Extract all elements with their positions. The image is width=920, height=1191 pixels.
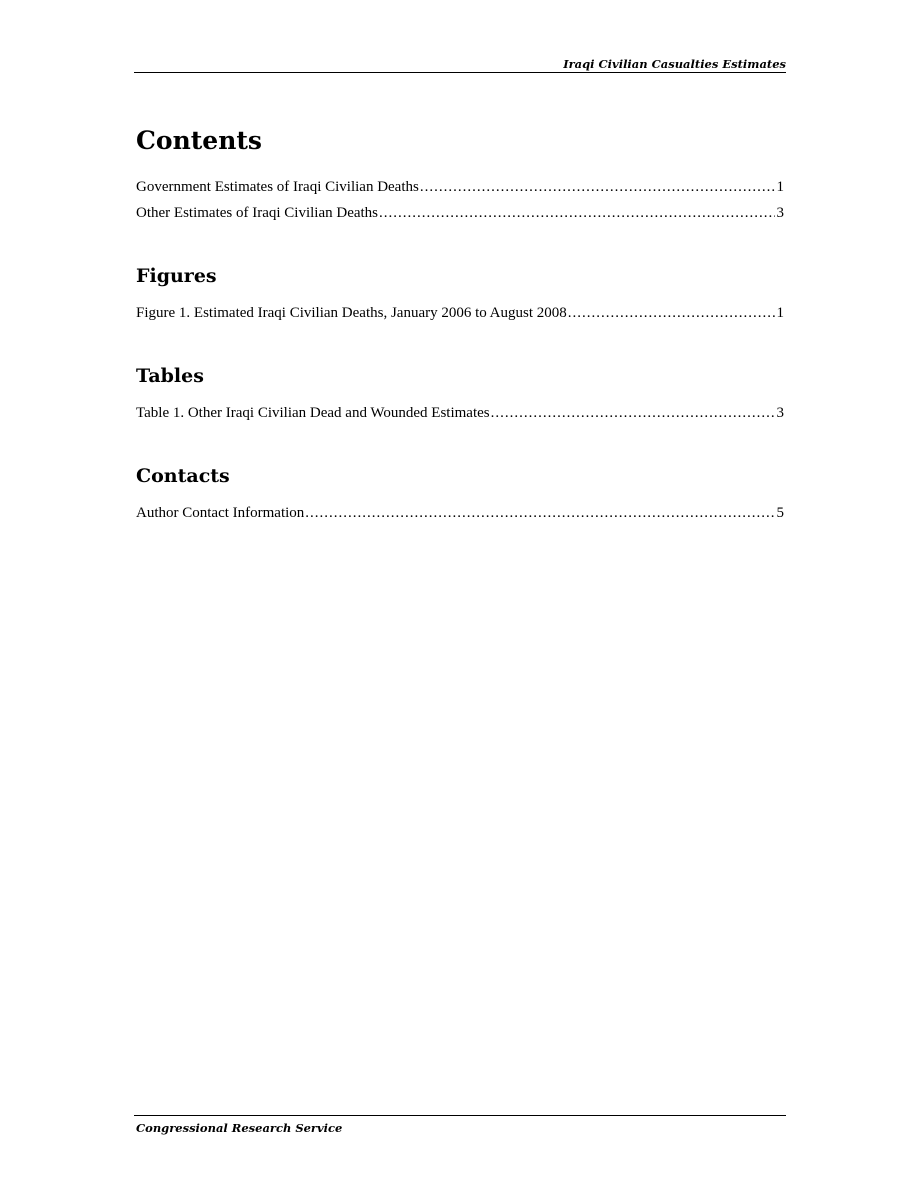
- dot-leader: [420, 178, 775, 196]
- toc-entry-figure-1[interactable]: [136, 304, 784, 322]
- running-footer-publisher: Congressional Research Service: [136, 1121, 343, 1135]
- toc-entry-title: Author Contact Information: [136, 505, 305, 521]
- toc-entry-table-1[interactable]: [136, 404, 784, 422]
- toc-entry-title: Government Estimates of Iraqi Civilian Deaths: [136, 179, 419, 195]
- toc-entry-page-number: 5: [776, 505, 784, 521]
- contacts-heading: Contacts: [136, 465, 230, 487]
- toc-entry-page-number: 1: [776, 179, 784, 195]
- dot-leader: [568, 304, 775, 322]
- toc-entry-title: Other Estimates of Iraqi Civilian Deaths: [136, 205, 379, 221]
- footer-divider: [134, 1115, 786, 1116]
- toc-entry-page-number: 3: [776, 205, 784, 221]
- figures-heading: Figures: [136, 265, 217, 287]
- toc-entry-page-number: 1: [776, 305, 784, 321]
- dot-leader: [305, 504, 774, 522]
- dot-leader: [379, 204, 774, 222]
- toc-entry-page-number: 3: [776, 405, 784, 421]
- toc-entry-author-contact[interactable]: [136, 504, 784, 522]
- toc-entry-title: Figure 1. Estimated Iraqi Civilian Deaths, January 2006 to August 2008: [136, 305, 567, 321]
- running-header-title: Iraqi Civilian Casualties Estimates: [563, 57, 786, 71]
- toc-entry-other-estimates[interactable]: [136, 204, 784, 222]
- toc-entry-title: Table 1. Other Iraqi Civilian Dead and Wounded Estimates: [136, 405, 490, 421]
- toc-entry-government-estimates[interactable]: [136, 178, 784, 196]
- tables-heading: Tables: [136, 365, 204, 387]
- header-divider: [134, 72, 786, 73]
- dot-leader: [491, 404, 775, 422]
- contents-heading: Contents: [136, 126, 263, 155]
